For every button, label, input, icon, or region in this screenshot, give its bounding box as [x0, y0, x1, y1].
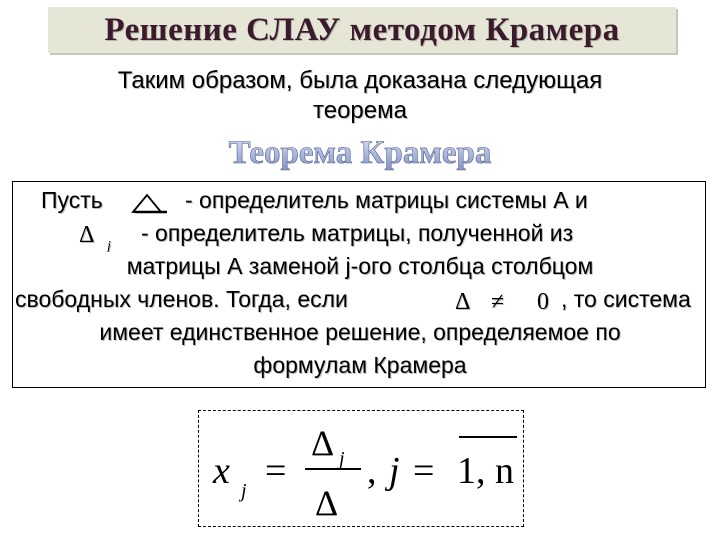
theorem-text: свободных членов. Тогда, если: [15, 286, 348, 312]
svg-text:≠: ≠: [491, 289, 505, 315]
svg-text:0: 0: [537, 289, 549, 315]
formula-denominator-delta: Δ: [315, 483, 339, 523]
formula-comma: ,: [367, 450, 377, 492]
theorem-title: [210, 132, 510, 172]
title-banner: [48, 7, 676, 53]
formula-x: x: [213, 450, 230, 492]
slide-title: Решение СЛАУ методом Крамера: [104, 11, 620, 48]
formula-equals-2: =: [413, 450, 435, 492]
formula-numerator-delta: Δ: [311, 423, 335, 463]
intro-text: [40, 66, 680, 126]
theorem-line-3: [13, 251, 707, 281]
formula-equals: =: [265, 450, 287, 492]
svg-text:j: j: [107, 239, 111, 252]
delta-j-symbol: [77, 220, 137, 252]
svg-text:Δ: Δ: [79, 222, 95, 248]
theorem-text: матрицы А заменой j-ого столбца столбцом: [126, 253, 594, 279]
formula-box: [198, 410, 524, 527]
intro-line-2: теорема: [313, 97, 407, 124]
theorem-title-text: Теорема Крамера: [228, 135, 492, 171]
formula-numerator-subscript: j: [339, 448, 345, 470]
formula-x-subscript: j: [241, 480, 247, 502]
theorem-text: имеет единственное решение, определяемое по: [99, 319, 621, 345]
theorem-text: Пусть: [41, 187, 103, 213]
intro-line-1: Таким образом, была доказана следующая: [117, 67, 603, 94]
delta-symbol: [127, 192, 171, 214]
formula-j: j: [389, 450, 400, 492]
theorem-text: - определитель матрицы системы А и: [185, 187, 588, 213]
theorem-line-6: [13, 350, 707, 380]
cramer-formula: [199, 411, 525, 528]
theorem-text: формулам Крамера: [253, 352, 467, 378]
theorem-line-5: [13, 317, 707, 347]
theorem-box: [12, 181, 706, 388]
formula-range: 1, n: [457, 450, 514, 492]
delta-not-zero-symbol: [453, 287, 563, 315]
svg-text:Δ: Δ: [455, 289, 471, 315]
theorem-text: , то система: [561, 286, 691, 312]
theorem-text: - определитель матрицы, полученной из: [141, 220, 574, 246]
